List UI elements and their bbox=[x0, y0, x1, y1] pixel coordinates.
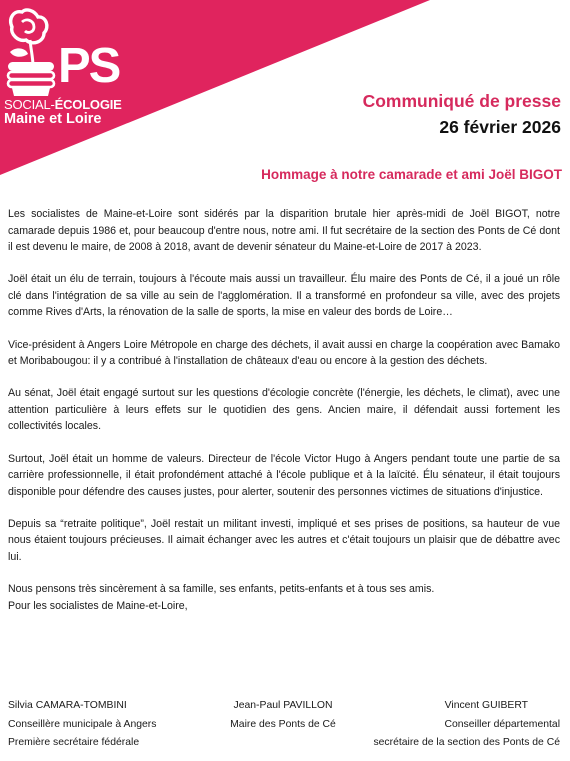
signatory-role: Conseiller départemental bbox=[444, 718, 560, 730]
signatures bbox=[8, 697, 560, 753]
press-release-title: Communiqué de presse bbox=[362, 91, 561, 111]
signatory-role: Première secrétaire fédérale bbox=[8, 737, 140, 749]
signatory-left bbox=[8, 697, 156, 753]
paragraph: Les socialistes de Maine-et-Loire sont sidérés par la disparition brutale hier après-midi de Joël BIGOT, notre camarade depuis 1986 et, pour beaucoup d'entre nous, notre ami. Il fut secrétaire de la section des Ponts de Cé dont il est devenu le maire, de 2008 à 2018, avant de devenir sénateur du Maine-et-Loire de 2017 à 2023. bbox=[8, 208, 560, 254]
press-release-date: 26 février 2026 bbox=[439, 117, 561, 137]
paragraph: Joël était un élu de terrain, toujours à l'écoute mais aussi un travailleur. Élu maire des Ponts de Cé, il a joué un rôle clé dans l'intégration de sa ville au sein de l'agglomération. Il a transformé en profondeur sa ville, avec des projets comme Rives d'Arts, la rénovation de la salle de sports, la mise en valeur des bords de Loire… bbox=[8, 273, 560, 319]
signatory-name: Vincent GUIBERT bbox=[444, 700, 528, 711]
signatory-middle bbox=[203, 697, 363, 734]
paragraph: Vice-président à Angers Loire Métropole en charge des déchets, il avait aussi en charge la coopération avec Bamako et Moribabougou: il y a contribué à l'installation de châteaux d'eau ou encore à la gestion des déchets. bbox=[8, 338, 560, 368]
closing-line-1: Nous pensons très sincèrement à sa famille, ses enfants, petits-enfants et à tous ses amis. bbox=[8, 583, 435, 596]
brand-region: Maine et Loire bbox=[4, 111, 102, 127]
signatory-name: Silvia CAMARA-TOMBINI bbox=[8, 700, 127, 711]
brand-tagline-bold: ÉCOLOGIE bbox=[54, 97, 122, 112]
signatory-role: secrétaire de la section des Ponts de Cé bbox=[373, 737, 560, 749]
closing-line-2: Pour les socialistes de Maine-et-Loire, bbox=[8, 599, 188, 612]
brand-ps-wordmark: PS bbox=[58, 39, 120, 93]
signatory-role: Maire des Ponts de Cé bbox=[230, 718, 336, 730]
signatory-right bbox=[373, 697, 560, 753]
brand-tagline bbox=[4, 97, 122, 112]
signatory-role: Conseillère municipale à Angers bbox=[8, 718, 157, 730]
paragraph: Depuis sa “retraite politique”, Joël restait un militant investi, impliqué et ses prises de positions, sa hauteur de vue nous étaient toujours précieuses. Il aimait échanger avec les autres et c'était toujours un plaisir que de débattre avec lui. bbox=[8, 517, 560, 563]
signatory-name: Jean-Paul PAVILLON bbox=[233, 700, 333, 711]
paragraph: Au sénat, Joël était engagé surtout sur les questions d'écologie concrète (l'énergie, les déchets, le climat), avec une attention particulière à leurs effets sur le quotidien des gens. Ancien maire, il défendait aussi fortement les collectivités locales. bbox=[8, 387, 560, 433]
paragraph: Surtout, Joël était un homme de valeurs. Directeur de l'école Victor Hugo à Angers pendant toute une partie de sa carrière professionnelle, il était profondément attaché à l'école publique et à la laïcité. Élu sénateur, il était toujours disponible pour défendre des causes justes, pour alerter, soutenir des personnes victimes de situations d'injustice. bbox=[8, 452, 560, 498]
headline: Hommage à notre camarade et ami Joël BIGOT bbox=[261, 167, 562, 182]
brand-tagline-prefix: SOCIAL- bbox=[4, 97, 55, 112]
body-text bbox=[8, 206, 560, 614]
